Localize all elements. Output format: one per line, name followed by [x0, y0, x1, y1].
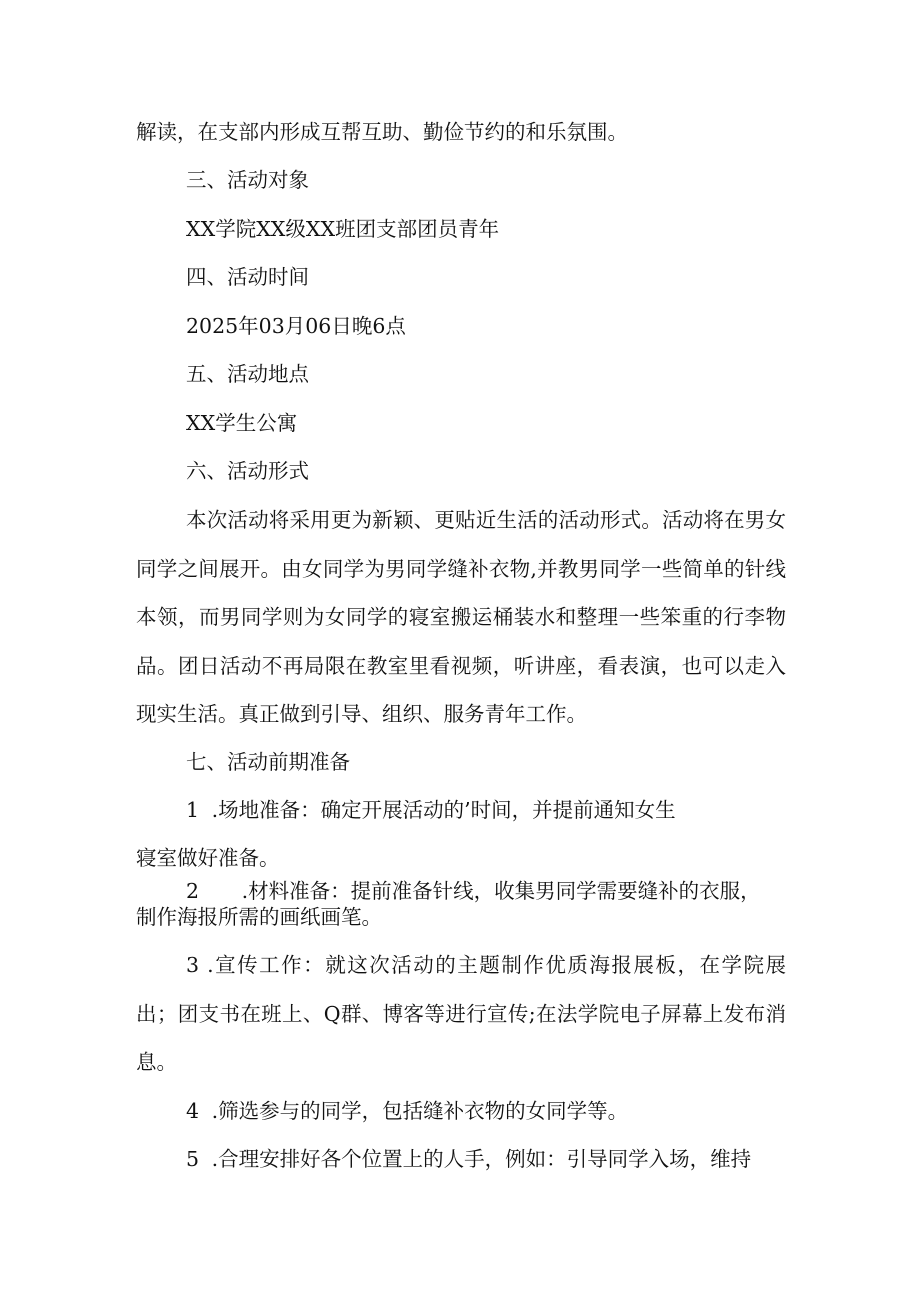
intro-tail-text: 解读，在支部内形成互帮互助、勤俭节约的和乐氛围。 — [136, 120, 628, 144]
section-content-place: XX学生公寓 — [186, 411, 298, 435]
section-heading-time: 四、活动时间 — [186, 265, 309, 289]
section-content-target: XX学院XX级XX班团支部团员青年 — [186, 217, 500, 241]
section-heading-place: 五、活动地点 — [186, 362, 309, 386]
prep-item-text: .筛选参与的同学，包括缝补衣物的女同学等。 — [211, 1099, 629, 1123]
section-heading-prep: 七、活动前期准备 — [186, 750, 350, 774]
prep-item-text: .场地准备：确定开展活动的’时间，并提前通知女生 — [211, 798, 676, 822]
prep-item-number: 2 — [186, 879, 200, 903]
section-heading-target: 三、活动对象 — [186, 168, 309, 192]
prep-item-number: 5 — [186, 1147, 200, 1171]
prep-item-text: .合理安排好各个位置上的人手，例如：引导同学入场，维持 — [211, 1147, 752, 1171]
prep-item-5 — [186, 1145, 751, 1173]
prep-item-2 — [186, 877, 761, 905]
section-heading-form: 六、活动形式 — [186, 459, 309, 483]
section-content-form: 本次活动将采用更为新颖、更贴近生活的活动形式。活动将在男女同学之间展开。由女同学为男同学缝补衣物,并教男同学一些简单的针线本领，而男同学则为女同学的寝室搬运桶装水和整理一些笨重的行李物品。团日活动不再局限在教室里看视频，听讲座，看表演，也可以走入现实生活。真正做到引导、组织、服务青年工作。 — [136, 508, 786, 726]
prep-item-number: 4 — [186, 1099, 200, 1123]
prep-item-4 — [186, 1097, 628, 1125]
prep-item-2-continuation: 制作海报所需的画纸画笔。 — [136, 905, 382, 929]
prep-item-1 — [186, 796, 676, 824]
prep-item-1-continuation: 寝室做好准备。 — [136, 846, 280, 870]
prep-item-text: .材料准备：提前准备针线，收集男同学需要缝补的衣服， — [241, 879, 761, 903]
prep-item-number: 3 — [186, 953, 200, 977]
section-content-time: 2025年03月06日晚6点 — [186, 314, 406, 338]
prep-item-text: .宣传工作：就这次活动的主题制作优质海报展板，在学院展出；团支书在班上、Q群、博客等进行宣传;在法学院电子屏幕上发布消息。 — [136, 953, 786, 1074]
prep-item-number: 1 — [186, 798, 200, 822]
prep-item-3 — [136, 941, 786, 1087]
